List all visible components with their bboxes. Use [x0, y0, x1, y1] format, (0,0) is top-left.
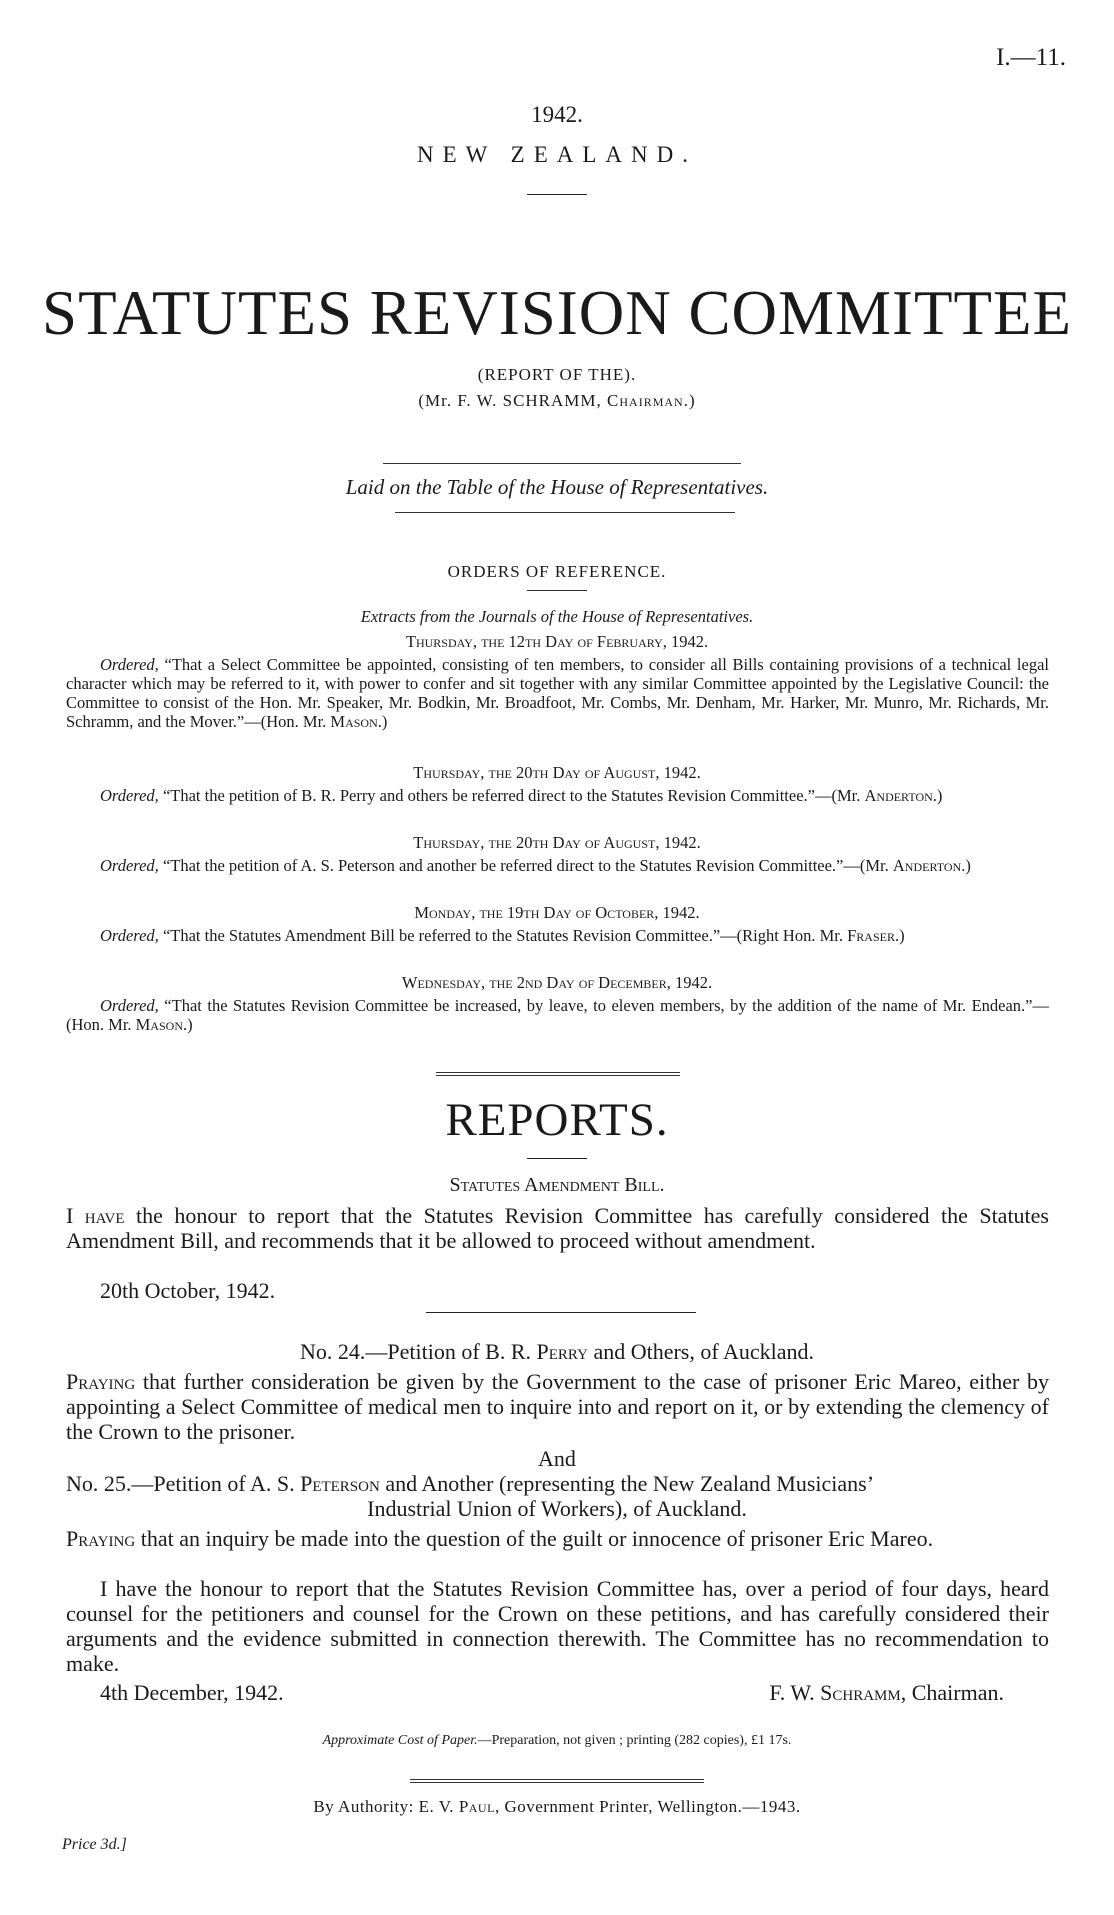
order-entry: Ordered, “That the petition of B. R. Perry and others be referred direct to the Statutes Revision Committee.”—(Mr. Anderton.)	[100, 786, 943, 805]
document-subtitle: (REPORT OF THE).	[477, 365, 637, 384]
praying-paragraph: Praying that further consideration be given by the Government to the case of prisoner Eric Mareo, either by appointing a Select Committee of medical men to inquire into and report on it, or by extending the clemency of the Crown to the prisoner.	[66, 1369, 1049, 1444]
year: 1942.	[531, 102, 583, 127]
cost-of-paper: Approximate Cost of Paper.—Preparation, not given ; printing (282 copies), £1 17s.	[322, 1733, 792, 1748]
laid-on-table: Laid on the Table of the House of Representatives.	[345, 475, 769, 499]
reports-heading: REPORTS.	[445, 1094, 669, 1146]
divider	[395, 512, 735, 513]
paper-number: I.—11.	[996, 44, 1066, 71]
divider	[527, 1158, 587, 1159]
order-date: Thursday, the 20th Day of August, 1942.	[413, 763, 701, 782]
orders-heading: ORDERS OF REFERENCE.	[447, 562, 667, 581]
order-date: Wednesday, the 2nd Day of December, 1942.	[401, 973, 713, 992]
petition-25-heading-line2: Industrial Union of Workers), of Auckland.	[367, 1496, 747, 1521]
divider	[527, 590, 587, 591]
bill-heading: Statutes Amendment Bill.	[449, 1174, 665, 1196]
final-date: 4th December, 1942.	[100, 1680, 284, 1705]
order-entry: Ordered, “That the Statutes Revision Committee be increased, by leave, to eleven members, by the addition of the name of Mr. Endean.”—(Hon. Mr. Mason.)	[66, 996, 1049, 1034]
divider	[436, 1072, 680, 1076]
order-date: Thursday, the 20th Day of August, 1942.	[413, 833, 701, 852]
order-entry: Ordered, “That the petition of A. S. Peterson and another be referred direct to the Statutes Revision Committee.”—(Mr. Anderton.)	[100, 856, 971, 875]
price: Price 3d.]	[62, 1836, 127, 1853]
country-heading: NEW ZEALAND.	[416, 142, 698, 167]
and-separator: And	[538, 1446, 576, 1471]
extracts-line: Extracts from the Journals of the House of Representatives.	[360, 607, 754, 626]
divider	[527, 194, 587, 195]
petition-24-heading: No. 24.—Petition of B. R. Perry and Others, of Auckland.	[300, 1339, 814, 1364]
authority-line: By Authority: E. V. Paul, Government Printer, Wellington.—1943.	[313, 1797, 801, 1816]
final-report: I have the honour to report that the Statutes Revision Committee has, over a period of four days, heard counsel for the petitioners and counsel for the Crown on these petitions, and has carefully considered their arguments and the evidence submitted in connection therewith. The Committee has no recommendation to make.	[66, 1576, 1049, 1676]
divider	[410, 1779, 704, 1783]
chairman-line: (Mr. F. W. SCHRAMM, Chairman.)	[418, 391, 696, 410]
petition-25-heading: No. 25.—Petition of A. S. Peterson and Another (representing the New Zealand Musicians’	[66, 1471, 875, 1496]
order-date: Thursday, the 12th Day of February, 1942.	[405, 632, 709, 651]
praying-paragraph: Praying that an inquiry be made into the question of the guilt or innocence of prisoner Eric Mareo.	[66, 1526, 934, 1551]
bill-report: I have the honour to report that the Statutes Revision Committee has carefully considered the Statutes Amendment Bill, and recommends that it be allowed to proceed without amendment.	[66, 1203, 1049, 1253]
divider	[383, 463, 741, 464]
signature: F. W. Schramm, Chairman.	[769, 1680, 1004, 1705]
bill-date: 20th October, 1942.	[100, 1278, 276, 1303]
document-title: STATUTES REVISION COMMITTEE	[42, 278, 1072, 348]
divider	[426, 1312, 696, 1313]
order-entry: Ordered, “That a Select Committee be appointed, consisting of ten members, to consider all Bills containing provisions of a technical legal character which may be referred to it, with power to confer and sit together with any similar Committee appointed by the Legislative Council: the Committee to consist of the Hon. Mr. Speaker, Mr. Bodkin, Mr. Broadfoot, Mr. Combs, Mr. Denham, Mr. Harker, Mr. Munro, Mr. Richards, Mr. Schramm, and the Mover.”—(Hon. Mr. Mason.)	[66, 655, 1049, 731]
order-entry: Ordered, “That the Statutes Amendment Bill be referred to the Statutes Revision Committee.”—(Right Hon. Mr. Fraser.)	[100, 926, 905, 945]
order-date: Monday, the 19th Day of October, 1942.	[414, 903, 700, 922]
